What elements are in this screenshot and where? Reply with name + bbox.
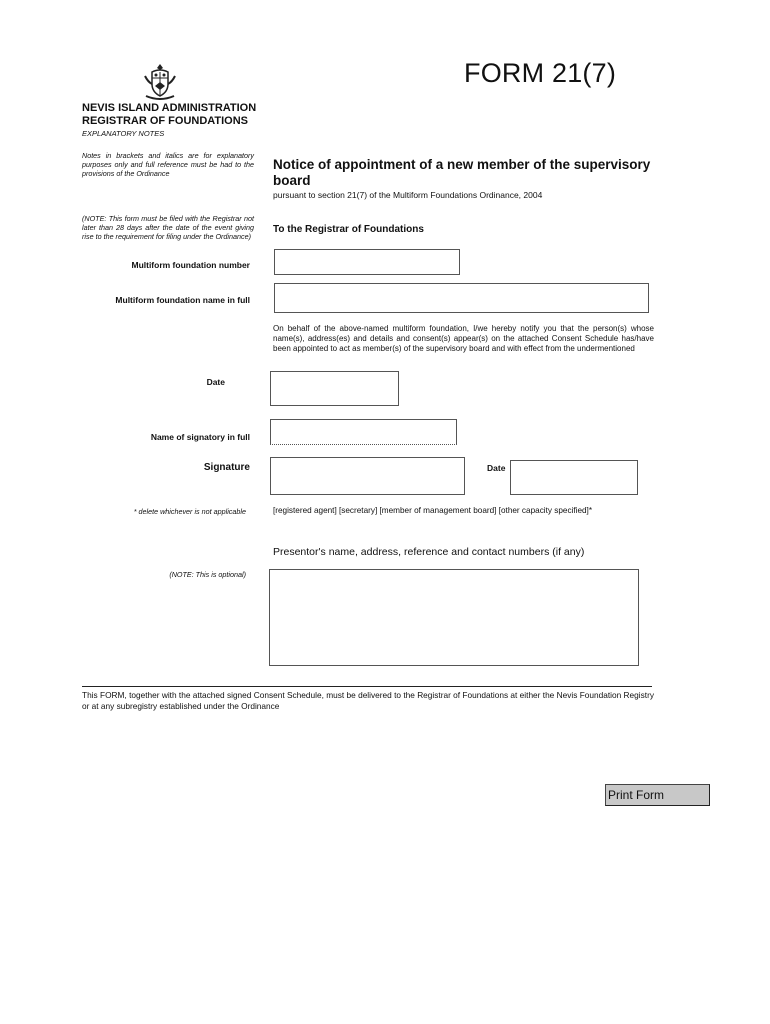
presentor-heading: Presentor's name, address, reference and contact numbers (if any)	[273, 546, 585, 558]
delivery-instructions: This FORM, together with the attached signed Consent Schedule, must be delivered to the Registrar of Foundations at either the Nevis Foundation Registry or at any subregistry established under the Ordinance	[82, 690, 654, 711]
print-form-button[interactable]: Print Form	[605, 784, 710, 806]
form-title: FORM 21(7)	[464, 58, 617, 88]
registrar-name: REGISTRAR OF FOUNDATIONS	[82, 115, 249, 127]
filing-note: (NOTE: This form must be filed with the Registrar not later than 28 days after the date of the event giving rise to the requirement for filing under the Ordinance)	[82, 214, 254, 241]
date-field[interactable]	[270, 371, 399, 406]
signature-date-field[interactable]	[510, 460, 638, 495]
coat-of-arms-icon	[142, 62, 178, 102]
presentor-details-field[interactable]	[269, 569, 639, 666]
foundation-number-label: Multiform foundation number	[131, 260, 250, 270]
delete-note: * delete whichever is not applicable	[133, 507, 246, 516]
foundation-number-field[interactable]	[274, 249, 460, 275]
signature-label: Signature	[203, 462, 250, 473]
capacity-options: [registered agent] [secretary] [member of management board] [other capacity specified]*	[273, 506, 593, 515]
signature-date-label: Date	[487, 463, 506, 473]
pursuant-text: pursuant to section 21(7) of the Multiform Foundations Ordinance, 2004	[273, 190, 543, 200]
optional-note: (NOTE: This is optional)	[169, 570, 246, 579]
foundation-name-field[interactable]	[274, 283, 649, 313]
org-name: NEVIS ISLAND ADMINISTRATION	[82, 102, 257, 114]
explanatory-notes-heading: EXPLANATORY NOTES	[82, 129, 165, 138]
divider	[82, 686, 652, 687]
signature-field[interactable]	[270, 457, 465, 495]
signatory-name-label: Name of signatory in full	[150, 432, 250, 442]
addressee: To the Registrar of Foundations	[273, 224, 424, 235]
date-label: Date	[206, 377, 225, 387]
notification-statement: On behalf of the above-named multiform foundation, I/we hereby notify you that the person(s) whose name(s), address(es) and details and consent(s) appear(s) on the attached Consent Schedule has/have been appointed to act as member(s) of the supervisory board and with effect from the undermentioned	[273, 324, 654, 353]
foundation-name-label: Multiform foundation name in full	[115, 295, 250, 305]
notice-title: Notice of appointment of a new member of the supervisory board	[273, 157, 651, 188]
signatory-name-field[interactable]	[270, 419, 457, 445]
brackets-note: Notes in brackets and italics are for explanatory purposes only and full reference must be had to the provisions of the Ordinance	[82, 151, 254, 178]
